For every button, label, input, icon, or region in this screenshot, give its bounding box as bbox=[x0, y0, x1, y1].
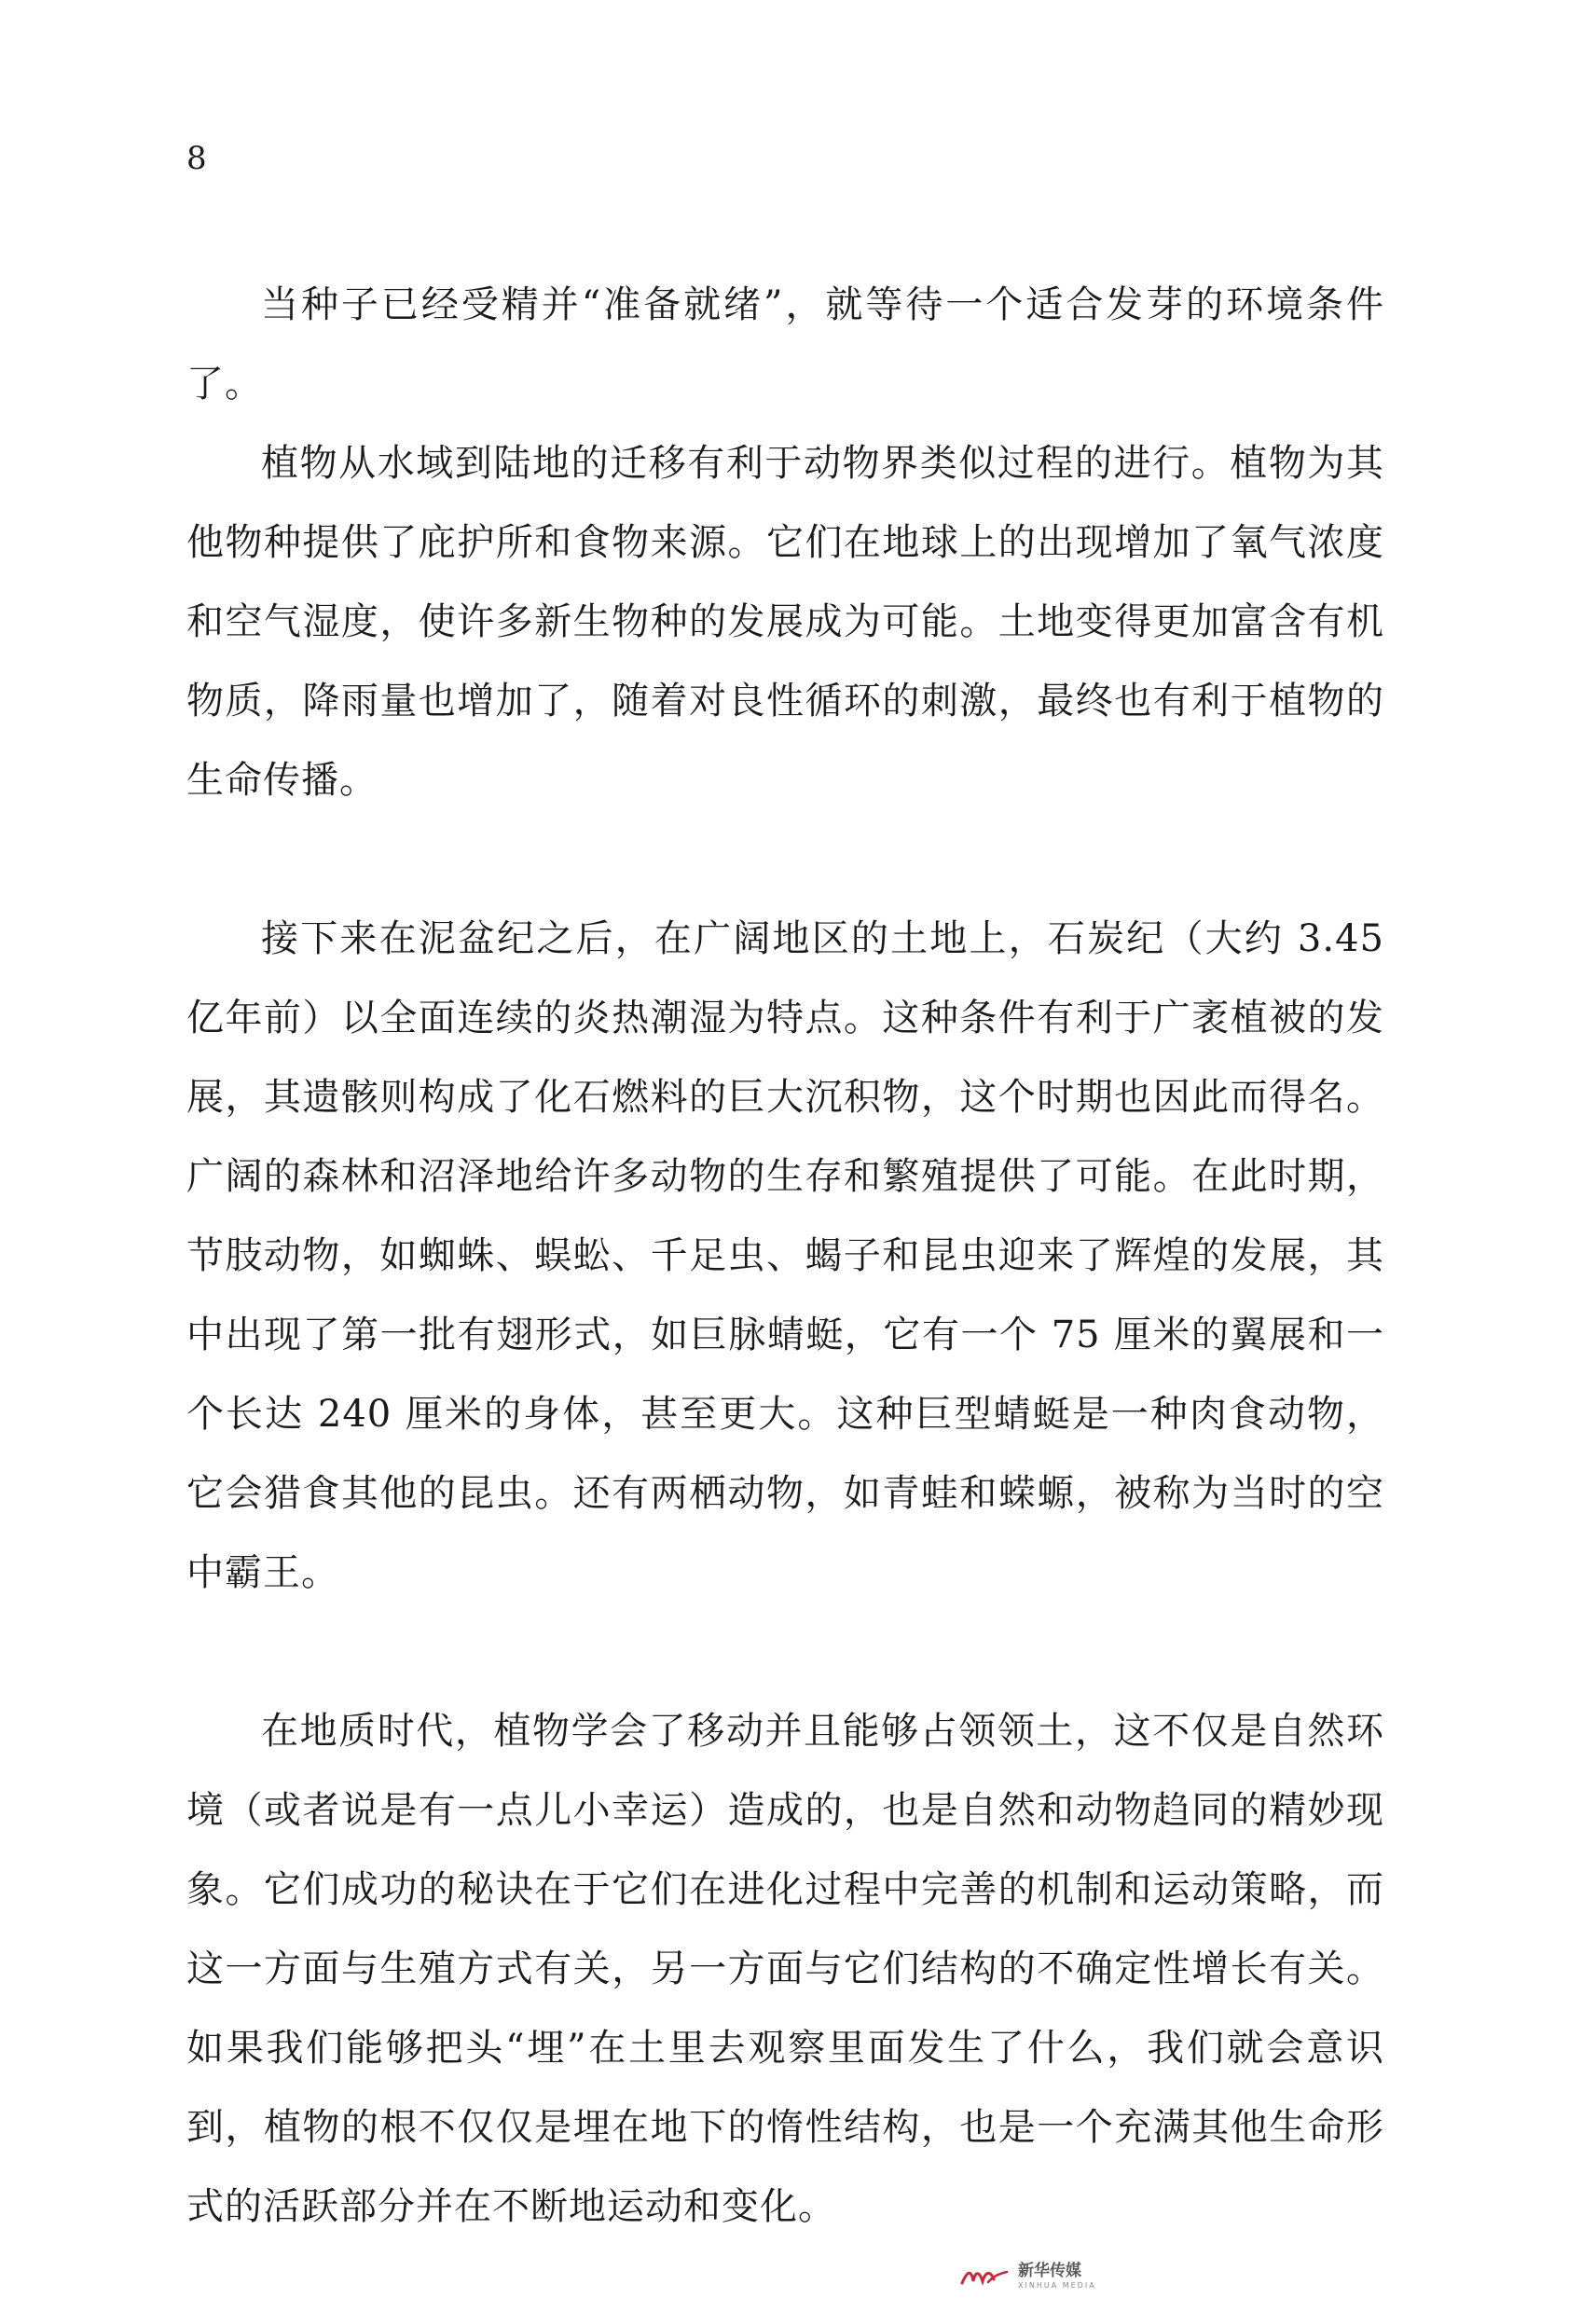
paragraph-seed: 当种子已经受精并“准备就绪”，就等待一个适合发芽的环境条件了。 bbox=[186, 283, 1384, 406]
body-text bbox=[186, 266, 1384, 2247]
publisher-logo-en: XINHUA MEDIA bbox=[1018, 2281, 1096, 2290]
publisher-logo-cn: 新华传媒 bbox=[1018, 2262, 1081, 2280]
paragraph-migration: 植物从水域到陆地的迁移有利于动物界类似过程的进行。植物为其他物种提供了庇护所和食物来源。它们在地球上的出现增加了氧气浓度和空气湿度，使许多新生物种的发展成为可能。土地变得更加富含有机物质，降雨量也增加了，随着对良性循环的刺激，最终也有利于植物的生命传播。 bbox=[186, 442, 1384, 802]
paragraph-carboniferous: 接下来在泥盆纪之后，在广阔地区的土地上，石炭纪（大约 3.45 亿年前）以全面连续的炎热潮湿为特点。这种条件有利于广袤植被的发展，其遗骸则构成了化石燃料的巨大沉积物，这个时期也因此而得名。广阔的森林和沼泽地给许多动物的生存和繁殖提供了可能。在此时期，节肢动物，如蜘蛛、蜈蚣、千足虫、蝎子和昆虫迎来了辉煌的发展，其中出现了第一批有翅形式，如巨脉蜻蜓，它有一个 75 厘米的翼展和一个长达 240 厘米的身体，甚至更大。这种巨型蜻蜓是一种肉食动物，它会猎食其他的昆虫。还有两栖动物，如青蛙和蝾螈，被称为当时的空中霸王。 bbox=[186, 917, 1384, 1594]
publisher-logo-mark-icon bbox=[960, 2266, 1009, 2287]
page-number: 8 bbox=[186, 140, 207, 177]
paragraph-geological-time: 在地质时代，植物学会了移动并且能够占领领土，这不仅是自然环境（或者说是有一点儿小幸运）造成的，也是自然和动物趋同的精妙现象。它们成功的秘诀在于它们在进化过程中完善的机制和运动策略，而这一方面与生殖方式有关，另一方面与它们结构的不确定性增长有关。如果我们能够把头“埋”在土里去观察里面发生了什么，我们就会意识到，植物的根不仅仅是埋在地下的惰性结构，也是一个充满其他生命形式的活跃部分并在不断地运动和变化。 bbox=[186, 1710, 1384, 2228]
publisher-logo bbox=[960, 2258, 1137, 2295]
